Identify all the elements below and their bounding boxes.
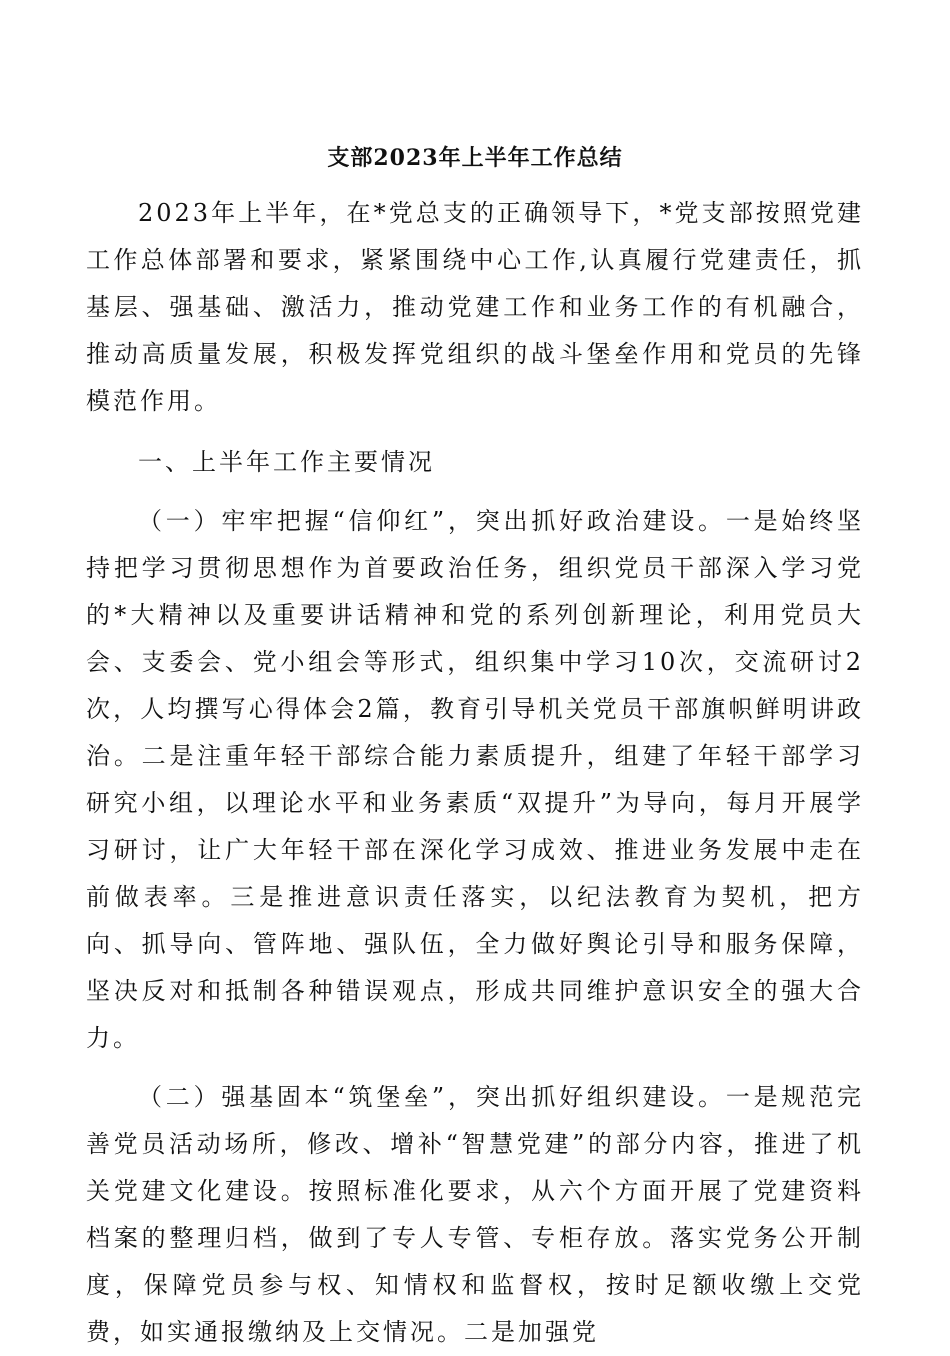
intro-paragraph: 2023年上半年，在*党总支的正确领导下，*党支部按照党建工作总体部署和要求，紧紧围绕中心工作,认真履行党建责任，抓基层、强基础、激活力，推动党建工作和业务工作的有机融合，推动高质量发展，积极发挥党组织的战斗堡垒作用和党员的先锋模范作用。 xyxy=(86,199,864,415)
section-1-paragraph: （一）牢牢把握“信仰红”，突出抓好政治建设。一是始终坚持把学习贯彻思想作为首要政治任务，组织党员干部深入学习党的*大精神以及重要讲话精神和党的系列创新理论，利用党员大会、支委会、党小组会等形式，组织集中学习10次，交流研讨2次，人均撰写心得体会2篇，教育引导机关党员干部旗帜鲜明讲政治。二是注重年轻干部综合能力素质提升，组建了年轻干部学习研究小组，以理论水平和业务素质“双提升”为导向，每月开展学习研讨，让广大年轻干部在深化学习成效、推进业务发展中走在前做表率。三是推进意识责任落实，以纪法教育为契机，把方向、抓导向、管阵地、强队伍，全力做好舆论引导和服务保障，坚决反对和抵制各种错误观点，形成共同维护意识安全的强大合力。 xyxy=(86,507,864,1052)
document-title: 支部2023年上半年工作总结 xyxy=(327,145,623,171)
section-heading: 一、上半年工作主要情况 xyxy=(138,448,435,476)
section-2-paragraph: （二）强基固本“筑堡垒”，突出抓好组织建设。一是规范完善党员活动场所，修改、增补“智慧党建”的部分内容，推进了机关党建文化建设。按照标准化要求，从六个方面开展了党建资料档案的整理归档，做到了专人专管、专柜存放。落实党务公开制度，保障党员参与权、知情权和监督权，按时足额收缴上交党费，如实通报缴纳及上交情况。二是加强党 xyxy=(86,1083,864,1346)
document-body xyxy=(86,140,864,1356)
